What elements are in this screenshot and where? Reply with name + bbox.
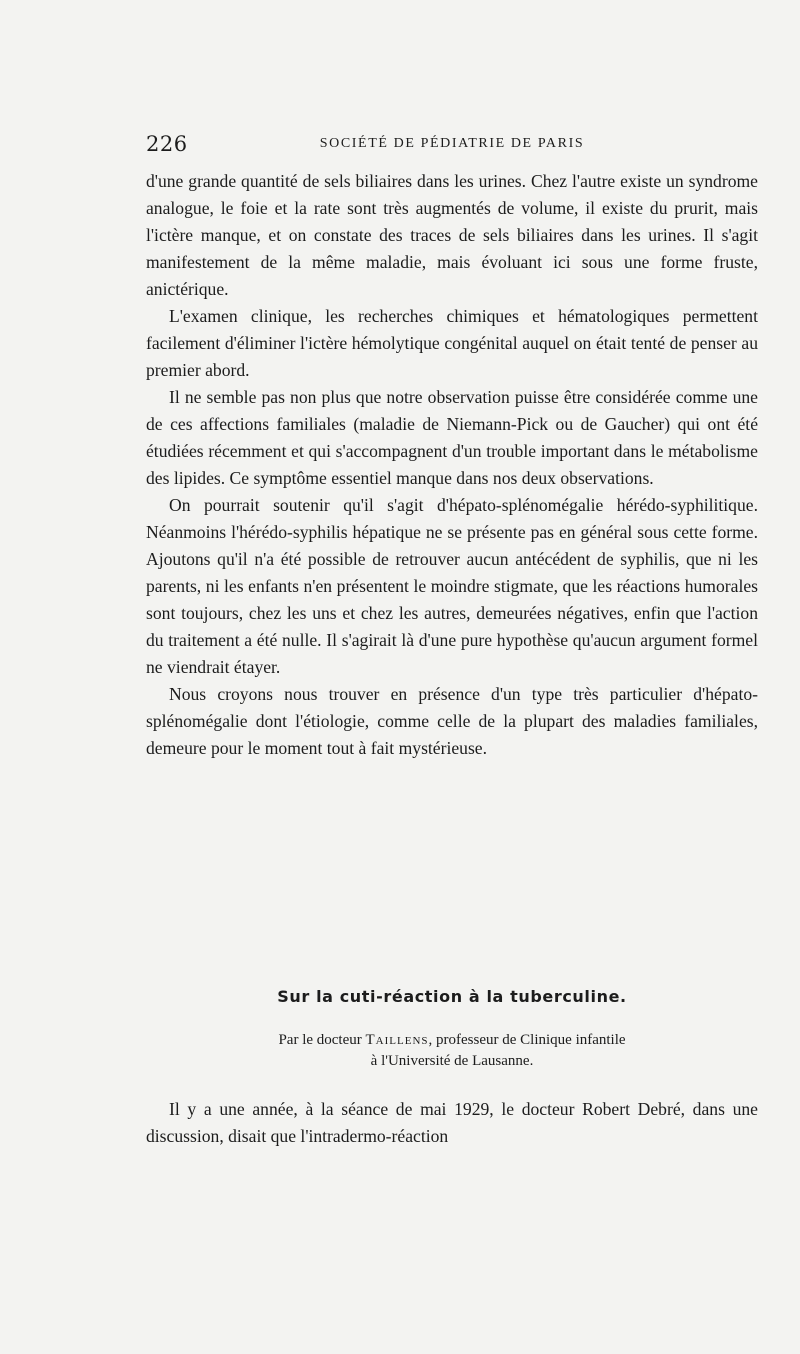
paragraph: d'une grande quantité de sels biliaires dans les urines. Chez l'autre existe un syndrome analogue, le foie et la rate sont très augmentés de volume, il existe du prurit, mais l'ictère manque, et on constate des traces de sels biliaires dans les urines. Il s'agit manifestement de la même maladie, mais évoluant ici sous une forme fruste, anictérique. [146,171,758,299]
article-body [146,168,758,762]
paragraph: Nous croyons nous trouver en présence d'un type très particulier d'hépato-splénomégalie dont l'étiologie, comme celle de la plupart des maladies familiales, demeure pour le moment tout à fait mystérieuse. [146,684,758,758]
page-number: 226 [146,132,188,156]
running-head: SOCIÉTÉ DE PÉDIATRIE DE PARIS [319,136,585,151]
paragraph: L'examen clinique, les recherches chimiques et hématologiques permettent facilement d'éliminer l'ictère hémolytique congénital auquel on était tenté de penser au premier abord. [146,306,758,380]
byline-line-1 [146,1030,758,1051]
page-header [146,132,758,156]
byline-line-2: à l'Université de Lausanne. [370,1053,534,1069]
paragraph: On pourrait soutenir qu'il s'agit d'hépato-splénomégalie hérédo-syphilitique. Néanmoins l'hérédo-syphilis hépatique ne se présente pas en général sous cette forme. Ajoutons qu'il n'a été possible de retrouver aucun antécédent de syphilis, que ni les parents, ni les enfants n'en présentent le moindre stigmate, que les réactions humorales sont toujours, chez les uns et chez les autres, demeurées négatives, enfin que l'action du traitement a été nulle. Il s'agirait là d'une pure hypothèse qu'aucun argument formel ne viendrait étayer. [146,495,758,677]
paragraph: Il ne semble pas non plus que notre observation puisse être considérée comme une de ces affections familiales (maladie de Niemann-Pick ou de Gaucher) qui ont été étudiées récemment et qui s'accompagnent d'un trouble important dans le métabolisme des lipides. Ce symptôme essentiel manque dans nos deux observations. [146,387,758,488]
byline-suffix: , professeur de Clinique infantile [428,1032,626,1048]
byline [146,1030,758,1072]
paragraph: Il y a une année, à la séance de mai 1929, le docteur Robert Debré, dans une discussion, disait que l'intradermo-réaction [146,1099,758,1146]
byline-prefix: Par le docteur [278,1032,362,1048]
author-name: Taillens [365,1032,429,1048]
article2-body [146,1096,758,1150]
section-title: Sur la cuti-réaction à la tuberculine. [277,987,627,1006]
